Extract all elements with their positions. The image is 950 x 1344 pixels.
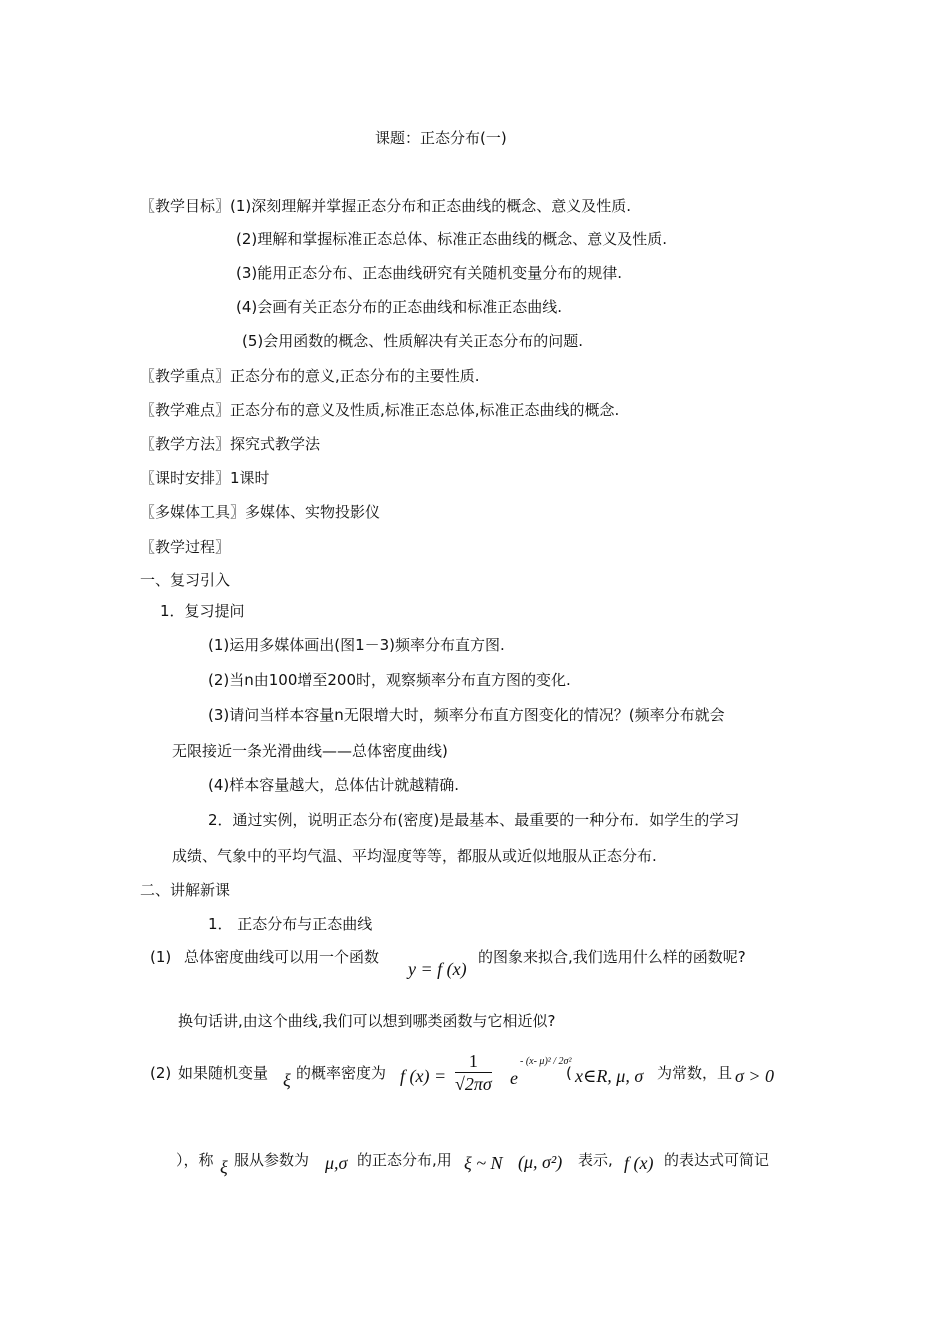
fx-expression: f (x) <box>624 1153 654 1173</box>
item-1-text: 总体密度曲线可以用一个函数 <box>184 948 380 966</box>
item-1-line2: 换句话讲,由这个曲线,我们可以想到哪类函数与它相近似? <box>178 1012 556 1030</box>
objective-2: (2)理解和掌握标准正态总体、标准正态曲线的概念、意义及性质. <box>236 230 668 248</box>
xi-symbol-2: ξ <box>220 1157 228 1177</box>
teaching-method: 〖教学方法〗探究式教学法 <box>140 435 321 453</box>
objective-4: (4)会画有关正态分布的正态曲线和标准正态曲线. <box>236 298 563 316</box>
objective-5: (5)会用函数的概念、性质解决有关正态分布的问题. <box>242 332 584 350</box>
review-question-3: (3)请问当样本容量n无限增大时，频率分布直方图变化的情况？(频率分布就会 <box>208 706 725 724</box>
fraction-numerator: 1 <box>455 1050 492 1073</box>
page-title: 课题：正态分布(一) <box>375 129 507 147</box>
line3-text-b: 的正态分布,用 <box>357 1151 452 1169</box>
review-question-2: (2)当n由100增至200时，观察频率分布直方图的变化. <box>208 671 571 689</box>
normal-args: (μ, σ²) <box>518 1152 563 1172</box>
density-lhs: f (x) = <box>400 1066 447 1086</box>
xi-symbol: ξ <box>283 1070 291 1090</box>
normal-notation: ξ ~ N <box>464 1153 503 1173</box>
review-question-3-cont: 无限接近一条光滑曲线——总体密度曲线) <box>172 742 448 760</box>
line3-text-a: 服从参数为 <box>234 1151 310 1169</box>
difficulties: 〖教学难点〗正态分布的意义及性质,标准正态总体,标准正态曲线的概念. <box>140 401 620 419</box>
key-points: 〖教学重点〗正态分布的意义,正态分布的主要性质. <box>140 367 480 385</box>
line3-text-d: 的表达式可简记 <box>664 1151 770 1169</box>
section2-heading: 二、讲解新课 <box>140 881 231 899</box>
function-y-fx: y = f (x) <box>408 959 467 979</box>
paragraph-2-cont: 成绩、气象中的平均气温、平均湿度等等，都服从或近似地服从正态分布. <box>172 847 657 865</box>
section1-heading: 一、复习引入 <box>140 571 231 589</box>
section1-sub1: 1．复习提问 <box>160 602 245 620</box>
constant-text: 为常数，且 <box>657 1064 733 1082</box>
objectives-heading: 〖教学目标〗 <box>140 197 231 215</box>
class-schedule: 〖课时安排〗1课时 <box>140 469 270 487</box>
section2-sub1: 1． 正态分布与正态曲线 <box>208 915 373 933</box>
item-1 <box>150 947 379 967</box>
item-1-number: (1) <box>150 948 172 966</box>
density-fraction <box>455 1050 492 1095</box>
paren-open: ( <box>566 1064 572 1082</box>
review-question-4: (4)样本容量越大，总体估计就越精确. <box>208 776 460 794</box>
line3-close: ），称 <box>176 1151 214 1169</box>
mu-sigma: μ,σ <box>325 1153 348 1173</box>
sigma-condition: σ > 0 <box>735 1066 775 1086</box>
item-2-text: 如果随机变量 <box>178 1064 269 1082</box>
line3-text-c: 表示, <box>578 1151 613 1169</box>
item-1-question: 的图象来拟合,我们选用什么样的函数呢? <box>478 948 746 966</box>
multimedia-tools: 〖多媒体工具〗多媒体、实物投影仪 <box>140 503 381 521</box>
exp-exponent: - (x- μ)² / 2σ² <box>520 1056 572 1067</box>
fraction-denominator: √2πσ <box>455 1074 492 1094</box>
review-question-1: (1)运用多媒体画出(图1－3)频率分布直方图. <box>208 636 505 654</box>
paragraph-2: 2．通过实例，说明正态分布(密度)是最基本、最重要的一种分布．如学生的学习 <box>208 811 740 829</box>
teaching-process: 〖教学过程〗 <box>140 538 231 556</box>
objective-1: (1)深刻理解并掌握正态分布和正态曲线的概念、意义及性质. <box>230 197 632 215</box>
item-2-mid: 的概率密度为 <box>296 1064 387 1082</box>
objective-3: (3)能用正态分布、正态曲线研究有关随机变量分布的规律. <box>236 264 623 282</box>
item-2-number: (2) <box>150 1064 172 1082</box>
parameter-condition: x∈R, μ, σ <box>575 1066 644 1086</box>
objectives-label <box>140 196 631 216</box>
exp-base: e <box>510 1068 518 1088</box>
